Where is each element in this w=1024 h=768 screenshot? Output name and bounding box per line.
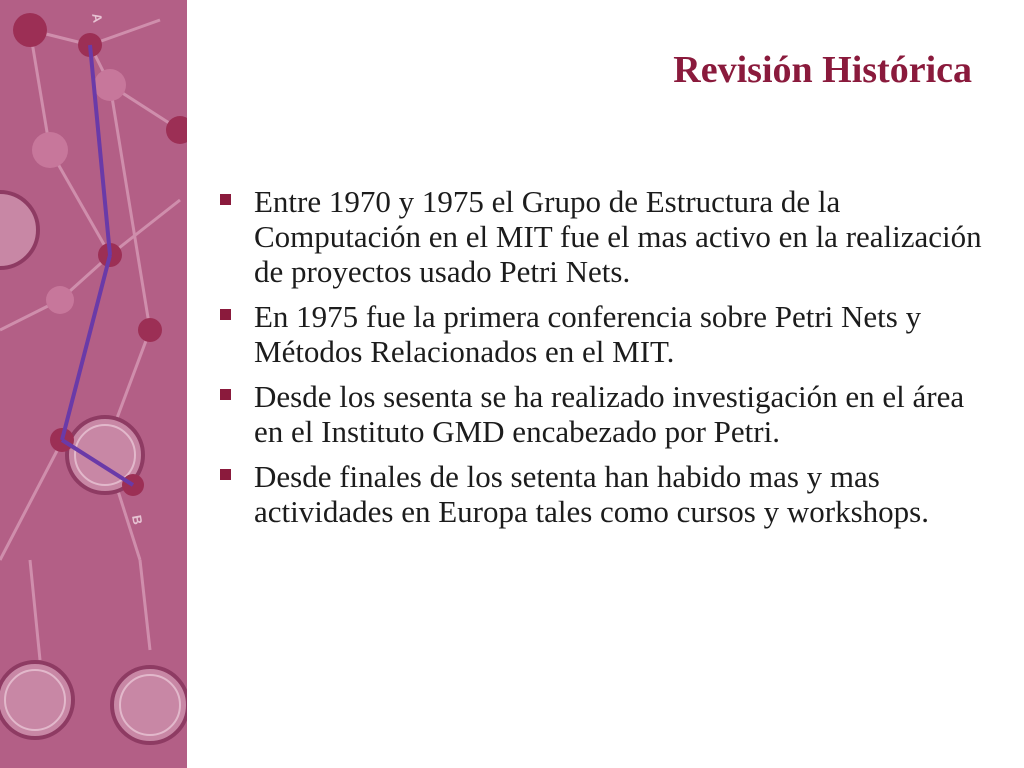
graph-node-circle [138, 318, 162, 342]
graph-label-b: B [129, 513, 146, 526]
bullet-item [216, 184, 996, 289]
bullet-text: Desde finales de los setenta han habido mas y mas actividades en Europa tales como cursos y workshops. [254, 459, 929, 529]
bullet-item [216, 299, 996, 369]
bullet-text: Desde los sesenta se ha realizado investigación en el área en el Instituto GMD encabezado por Petri. [254, 379, 965, 449]
square-bullet-icon [220, 389, 231, 400]
bullet-item [216, 459, 996, 529]
bullet-text: En 1975 fue la primera conferencia sobre Petri Nets y Métodos Relacionados en el MIT. [254, 299, 922, 369]
bullet-item [216, 379, 996, 449]
bullet-text: Entre 1970 y 1975 el Grupo de Estructura de la Computación en el MIT fue el mas activo en la realización de proyectos usado Petri Nets. [254, 184, 982, 289]
square-bullet-icon [220, 309, 231, 320]
graph-node-large-circle [112, 667, 187, 743]
bullet-list [216, 184, 996, 539]
graph-node-circle [13, 13, 47, 47]
graph-node-circle [94, 69, 126, 101]
graph-node-circle [166, 116, 187, 144]
square-bullet-icon [220, 469, 231, 480]
square-bullet-icon [220, 194, 231, 205]
decorative-side-panel [0, 0, 187, 768]
graph-node-large-circle [0, 192, 38, 268]
slide-title: Revisión Histórica [673, 49, 972, 91]
graph-label-a: A [89, 11, 106, 24]
network-graph-illustration [0, 0, 187, 768]
graph-node-circle [32, 132, 68, 168]
graph-node-large-circle [0, 662, 73, 738]
graph-node-circle [46, 286, 74, 314]
